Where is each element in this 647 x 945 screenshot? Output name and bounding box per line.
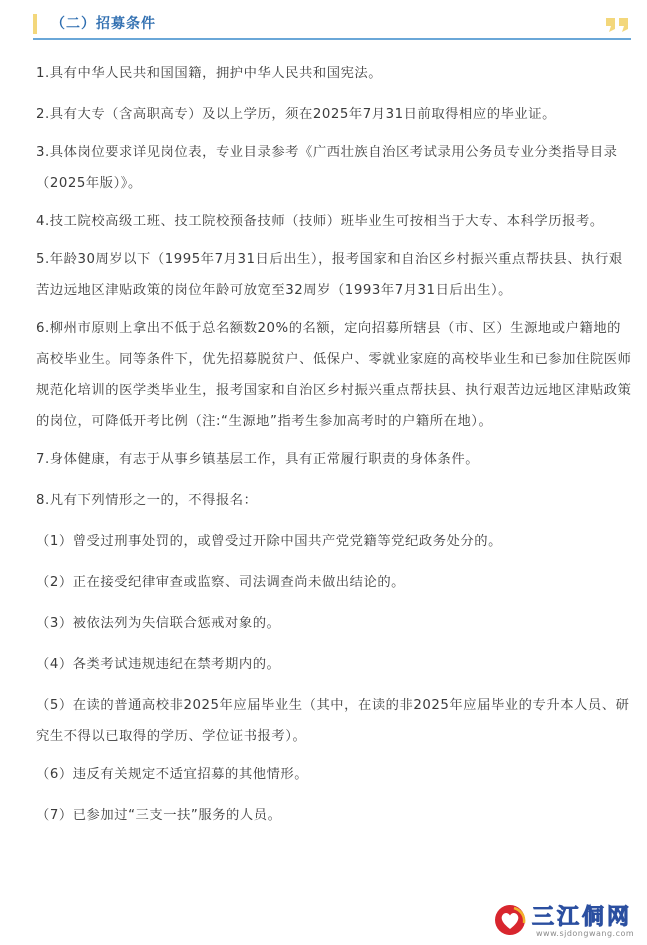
exclusion-4: （4）各类考试违规违纪在禁考期内的。	[36, 657, 281, 672]
condition-8: 8.凡有下列情形之一的，不得报名：	[36, 493, 258, 508]
condition-1: 1.具有中华人民共和国国籍，拥护中华人民共和国宪法。	[36, 66, 383, 81]
header-accent-bar	[33, 14, 37, 34]
section-title: （二）招募条件	[51, 16, 156, 32]
condition-5: 5.年龄30周岁以下（1995年7月31日后出生），报考国家和自治区乡村振兴重点帮扶县、执行艰苦边远地区津贴政策的岗位年龄可放宽至32周岁（1993年7月31日后出生）。	[36, 252, 623, 298]
exclusion-7: （7）已参加过“三支一扶”服务的人员。	[36, 808, 282, 823]
condition-3: 3.具体岗位要求详见岗位表，专业目录参考《广西壮族自治区考试录用公务员专业分类指导目录（2025年版）》。	[36, 145, 618, 191]
exclusion-5: （5）在读的普通高校非2025年应届毕业生（其中，在读的非2025年应届毕业的专升本人员、研究生不得以已取得的学历、学位证书报考）。	[36, 698, 630, 744]
section-header	[33, 8, 631, 40]
sanjiang-heart-logo-icon	[492, 902, 528, 938]
conditions-list	[36, 58, 632, 841]
exclusion-1: （1）曾受过刑事处罚的，或曾受过开除中国共产党党籍等党纪政务处分的。	[36, 534, 502, 549]
condition-4: 4.技工院校高级工班、技工院校预备技师（技师）班毕业生可按相当于大专、本科学历报考。	[36, 214, 604, 229]
site-watermark	[492, 898, 642, 942]
exclusion-2: （2）正在接受纪律审查或监察、司法调查尚未做出结论的。	[36, 575, 406, 590]
exclusion-6: （6）违反有关规定不适宜招募的其他情形。	[36, 767, 309, 782]
condition-7: 7.身体健康，有志于从事乡镇基层工作，具有正常履行职责的身体条件。	[36, 452, 480, 467]
double-quote-icon	[605, 17, 631, 33]
exclusion-3: （3）被依法列为失信联合惩戒对象的。	[36, 616, 281, 631]
condition-6: 6.柳州市原则上拿出不低于总名额数20%的名额，定向招募所辖县（市、区）生源地或户籍地的高校毕业生。同等条件下，优先招募脱贫户、低保户、零就业家庭的高校毕业生和已参加住院医师规范化培训的医学类毕业生，报考国家和自治区乡村振兴重点帮扶县、执行艰苦边远地区津贴政策的岗位，可降低开考比例（注:“生源地”指考生参加高考时的户籍所在地）。	[36, 321, 632, 429]
watermark-url: www.sjdongwang.com	[536, 929, 635, 938]
watermark-name: 三江侗网	[532, 904, 633, 930]
condition-2: 2.具有大专（含高职高专）及以上学历，须在2025年7月31日前取得相应的毕业证。	[36, 107, 556, 122]
